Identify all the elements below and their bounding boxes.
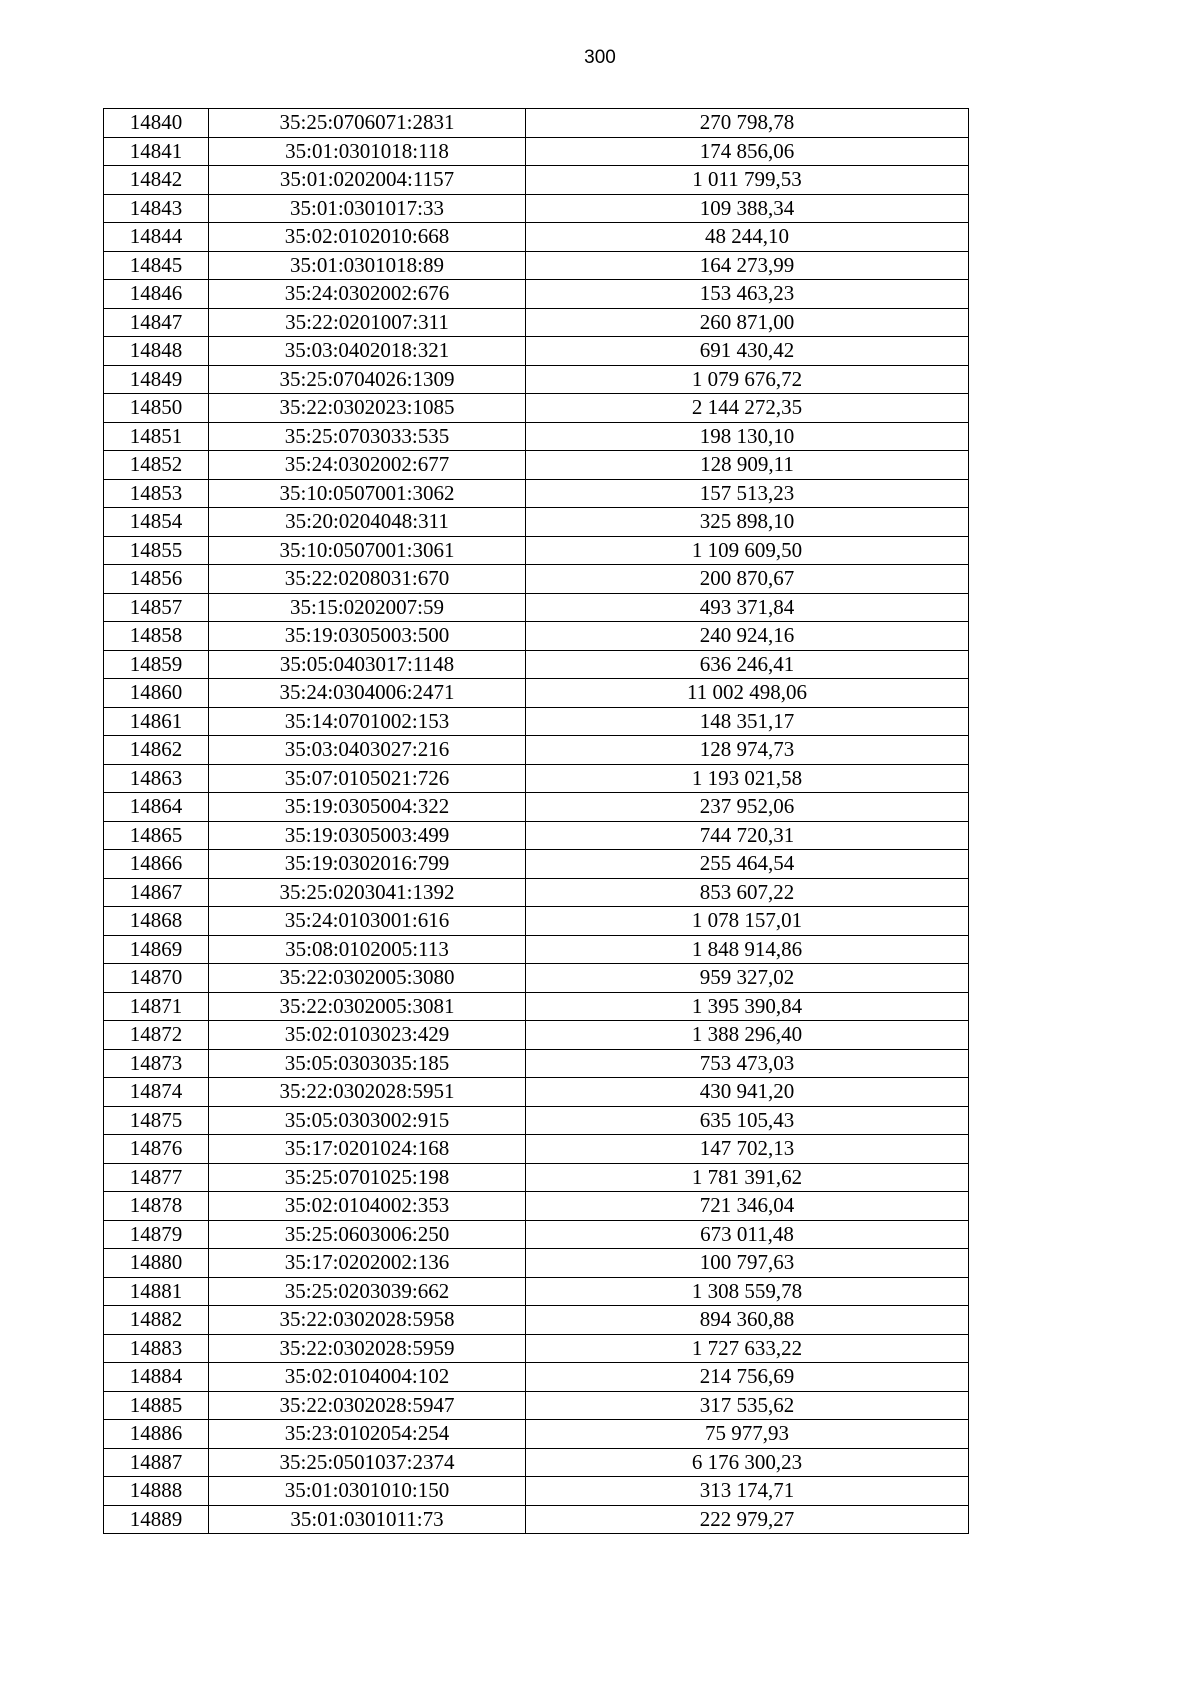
row-number-cell: 14866 [104, 850, 209, 879]
cadastral-value-cell: 147 702,13 [526, 1135, 969, 1164]
table-row [104, 764, 969, 793]
table-row [104, 821, 969, 850]
cadastral-value-cell: 2 144 272,35 [526, 394, 969, 423]
cadastral-number-cell: 35:22:0302028:5958 [209, 1306, 526, 1335]
row-number-cell: 14869 [104, 935, 209, 964]
cadastral-number-cell: 35:25:0501037:2374 [209, 1448, 526, 1477]
cadastral-value-cell: 1 079 676,72 [526, 365, 969, 394]
table-row [104, 622, 969, 651]
row-number-cell: 14854 [104, 508, 209, 537]
cadastral-number-cell: 35:24:0304006:2471 [209, 679, 526, 708]
cadastral-value-cell: 75 977,93 [526, 1420, 969, 1449]
cadastral-number-cell: 35:19:0305003:499 [209, 821, 526, 850]
cadastral-number-cell: 35:01:0301018:89 [209, 251, 526, 280]
cadastral-value-cell: 744 720,31 [526, 821, 969, 850]
cadastral-number-cell: 35:05:0403017:1148 [209, 650, 526, 679]
cadastral-number-cell: 35:03:0403027:216 [209, 736, 526, 765]
table-row [104, 1106, 969, 1135]
cadastral-number-cell: 35:17:0201024:168 [209, 1135, 526, 1164]
cadastral-number-cell: 35:03:0402018:321 [209, 337, 526, 366]
cadastral-value-cell: 959 327,02 [526, 964, 969, 993]
cadastral-value-cell: 1 193 021,58 [526, 764, 969, 793]
table-row [104, 280, 969, 309]
cadastral-number-cell: 35:05:0303002:915 [209, 1106, 526, 1135]
cadastral-value-cell: 493 371,84 [526, 593, 969, 622]
cadastral-number-cell: 35:19:0305004:322 [209, 793, 526, 822]
cadastral-number-cell: 35:25:0701025:198 [209, 1163, 526, 1192]
table-row [104, 536, 969, 565]
cadastral-value-cell: 6 176 300,23 [526, 1448, 969, 1477]
row-number-cell: 14862 [104, 736, 209, 765]
row-number-cell: 14846 [104, 280, 209, 309]
row-number-cell: 14881 [104, 1277, 209, 1306]
row-number-cell: 14873 [104, 1049, 209, 1078]
cadastral-number-cell: 35:17:0202002:136 [209, 1249, 526, 1278]
cadastral-number-cell: 35:20:0204048:311 [209, 508, 526, 537]
table-row [104, 1135, 969, 1164]
table-row [104, 736, 969, 765]
cadastral-number-cell: 35:15:0202007:59 [209, 593, 526, 622]
cadastral-value-cell: 853 607,22 [526, 878, 969, 907]
cadastral-value-cell: 673 011,48 [526, 1220, 969, 1249]
table-row [104, 593, 969, 622]
table-row [104, 1249, 969, 1278]
cadastral-value-cell: 325 898,10 [526, 508, 969, 537]
cadastral-number-cell: 35:10:0507001:3062 [209, 479, 526, 508]
cadastral-number-cell: 35:01:0202004:1157 [209, 166, 526, 195]
cadastral-value-cell: 691 430,42 [526, 337, 969, 366]
cadastral-number-cell: 35:14:0701002:153 [209, 707, 526, 736]
cadastral-value-cell: 157 513,23 [526, 479, 969, 508]
table-row [104, 166, 969, 195]
table-row [104, 365, 969, 394]
cadastral-number-cell: 35:02:0103023:429 [209, 1021, 526, 1050]
cadastral-number-cell: 35:10:0507001:3061 [209, 536, 526, 565]
row-number-cell: 14865 [104, 821, 209, 850]
row-number-cell: 14882 [104, 1306, 209, 1335]
row-number-cell: 14889 [104, 1505, 209, 1534]
row-number-cell: 14840 [104, 109, 209, 138]
cadastral-value-cell: 313 174,71 [526, 1477, 969, 1506]
table-row [104, 194, 969, 223]
cadastral-value-cell: 255 464,54 [526, 850, 969, 879]
cadastral-number-cell: 35:02:0102010:668 [209, 223, 526, 252]
page-number: 300 [584, 47, 616, 68]
cadastral-value-cell: 237 952,06 [526, 793, 969, 822]
cadastral-value-cell: 636 246,41 [526, 650, 969, 679]
row-number-cell: 14849 [104, 365, 209, 394]
cadastral-value-cell: 128 974,73 [526, 736, 969, 765]
cadastral-value-cell: 11 002 498,06 [526, 679, 969, 708]
table-row [104, 1391, 969, 1420]
row-number-cell: 14860 [104, 679, 209, 708]
row-number-cell: 14853 [104, 479, 209, 508]
row-number-cell: 14888 [104, 1477, 209, 1506]
cadastral-value-cell: 109 388,34 [526, 194, 969, 223]
cadastral-value-cell: 721 346,04 [526, 1192, 969, 1221]
row-number-cell: 14877 [104, 1163, 209, 1192]
cadastral-value-cell: 198 130,10 [526, 422, 969, 451]
table-row [104, 1306, 969, 1335]
cadastral-value-cell: 1 395 390,84 [526, 992, 969, 1021]
table-row [104, 793, 969, 822]
row-number-cell: 14858 [104, 622, 209, 651]
table-row [104, 422, 969, 451]
table-row [104, 251, 969, 280]
cadastral-number-cell: 35:08:0102005:113 [209, 935, 526, 964]
cadastral-value-cell: 1 078 157,01 [526, 907, 969, 936]
cadastral-value-cell: 214 756,69 [526, 1363, 969, 1392]
row-number-cell: 14874 [104, 1078, 209, 1107]
cadastral-number-cell: 35:07:0105021:726 [209, 764, 526, 793]
cadastral-value-cell: 1 727 633,22 [526, 1334, 969, 1363]
row-number-cell: 14886 [104, 1420, 209, 1449]
table-row [104, 1021, 969, 1050]
cadastral-value-cell: 148 351,17 [526, 707, 969, 736]
cadastral-value-cell: 270 798,78 [526, 109, 969, 138]
table-row [104, 109, 969, 138]
cadastral-value-cell: 753 473,03 [526, 1049, 969, 1078]
table-body [104, 109, 969, 1534]
table-row [104, 935, 969, 964]
cadastral-value-table [103, 108, 969, 1534]
cadastral-value-cell: 153 463,23 [526, 280, 969, 309]
row-number-cell: 14868 [104, 907, 209, 936]
cadastral-number-cell: 35:01:0301018:118 [209, 137, 526, 166]
cadastral-number-cell: 35:01:0301011:73 [209, 1505, 526, 1534]
table-row [104, 707, 969, 736]
cadastral-number-cell: 35:23:0102054:254 [209, 1420, 526, 1449]
table-row [104, 964, 969, 993]
cadastral-value-cell: 894 360,88 [526, 1306, 969, 1335]
row-number-cell: 14844 [104, 223, 209, 252]
table-row [104, 1505, 969, 1534]
row-number-cell: 14887 [104, 1448, 209, 1477]
cadastral-number-cell: 35:24:0302002:677 [209, 451, 526, 480]
cadastral-value-cell: 260 871,00 [526, 308, 969, 337]
row-number-cell: 14850 [104, 394, 209, 423]
table-row [104, 679, 969, 708]
cadastral-number-cell: 35:02:0104004:102 [209, 1363, 526, 1392]
cadastral-value-cell: 317 535,62 [526, 1391, 969, 1420]
cadastral-number-cell: 35:25:0706071:2831 [209, 109, 526, 138]
row-number-cell: 14864 [104, 793, 209, 822]
row-number-cell: 14880 [104, 1249, 209, 1278]
table-row [104, 223, 969, 252]
table-row [104, 1477, 969, 1506]
cadastral-number-cell: 35:05:0303035:185 [209, 1049, 526, 1078]
row-number-cell: 14841 [104, 137, 209, 166]
row-number-cell: 14845 [104, 251, 209, 280]
table-row [104, 1277, 969, 1306]
row-number-cell: 14856 [104, 565, 209, 594]
table-row [104, 650, 969, 679]
row-number-cell: 14878 [104, 1192, 209, 1221]
cadastral-number-cell: 35:19:0305003:500 [209, 622, 526, 651]
table-row [104, 508, 969, 537]
table-row [104, 907, 969, 936]
row-number-cell: 14883 [104, 1334, 209, 1363]
cadastral-value-cell: 430 941,20 [526, 1078, 969, 1107]
cadastral-number-cell: 35:24:0103001:616 [209, 907, 526, 936]
cadastral-number-cell: 35:22:0302028:5947 [209, 1391, 526, 1420]
table-row [104, 137, 969, 166]
row-number-cell: 14875 [104, 1106, 209, 1135]
cadastral-number-cell: 35:22:0302005:3081 [209, 992, 526, 1021]
row-number-cell: 14861 [104, 707, 209, 736]
cadastral-number-cell: 35:22:0302005:3080 [209, 964, 526, 993]
table-row [104, 1049, 969, 1078]
cadastral-number-cell: 35:24:0302002:676 [209, 280, 526, 309]
row-number-cell: 14879 [104, 1220, 209, 1249]
cadastral-value-cell: 222 979,27 [526, 1505, 969, 1534]
row-number-cell: 14848 [104, 337, 209, 366]
cadastral-value-cell: 1 011 799,53 [526, 166, 969, 195]
cadastral-value-cell: 48 244,10 [526, 223, 969, 252]
row-number-cell: 14852 [104, 451, 209, 480]
cadastral-value-cell: 1 109 609,50 [526, 536, 969, 565]
row-number-cell: 14851 [104, 422, 209, 451]
row-number-cell: 14885 [104, 1391, 209, 1420]
table-row [104, 565, 969, 594]
table-row [104, 308, 969, 337]
row-number-cell: 14859 [104, 650, 209, 679]
row-number-cell: 14870 [104, 964, 209, 993]
cadastral-number-cell: 35:25:0704026:1309 [209, 365, 526, 394]
cadastral-number-cell: 35:22:0302023:1085 [209, 394, 526, 423]
cadastral-value-cell: 1 848 914,86 [526, 935, 969, 964]
table-row [104, 1334, 969, 1363]
row-number-cell: 14867 [104, 878, 209, 907]
table-row [104, 1163, 969, 1192]
row-number-cell: 14842 [104, 166, 209, 195]
table-row [104, 1220, 969, 1249]
cadastral-value-cell: 174 856,06 [526, 137, 969, 166]
table-row [104, 878, 969, 907]
cadastral-number-cell: 35:25:0203041:1392 [209, 878, 526, 907]
row-number-cell: 14871 [104, 992, 209, 1021]
table-row [104, 1420, 969, 1449]
cadastral-number-cell: 35:01:0301010:150 [209, 1477, 526, 1506]
row-number-cell: 14863 [104, 764, 209, 793]
cadastral-number-cell: 35:22:0302028:5951 [209, 1078, 526, 1107]
cadastral-value-cell: 240 924,16 [526, 622, 969, 651]
cadastral-number-cell: 35:22:0302028:5959 [209, 1334, 526, 1363]
cadastral-number-cell: 35:19:0302016:799 [209, 850, 526, 879]
row-number-cell: 14847 [104, 308, 209, 337]
cadastral-number-cell: 35:22:0201007:311 [209, 308, 526, 337]
cadastral-value-cell: 1 388 296,40 [526, 1021, 969, 1050]
row-number-cell: 14872 [104, 1021, 209, 1050]
table-row [104, 394, 969, 423]
table-row [104, 1192, 969, 1221]
table-row [104, 479, 969, 508]
cadastral-value-cell: 100 797,63 [526, 1249, 969, 1278]
cadastral-value-cell: 128 909,11 [526, 451, 969, 480]
table-row [104, 1448, 969, 1477]
cadastral-number-cell: 35:22:0208031:670 [209, 565, 526, 594]
cadastral-number-cell: 35:02:0104002:353 [209, 1192, 526, 1221]
cadastral-number-cell: 35:25:0603006:250 [209, 1220, 526, 1249]
row-number-cell: 14884 [104, 1363, 209, 1392]
row-number-cell: 14855 [104, 536, 209, 565]
row-number-cell: 14857 [104, 593, 209, 622]
cadastral-value-cell: 164 273,99 [526, 251, 969, 280]
cadastral-value-cell: 1 781 391,62 [526, 1163, 969, 1192]
table-row [104, 1078, 969, 1107]
cadastral-value-cell: 635 105,43 [526, 1106, 969, 1135]
table-row [104, 337, 969, 366]
table-row [104, 451, 969, 480]
cadastral-value-cell: 1 308 559,78 [526, 1277, 969, 1306]
cadastral-number-cell: 35:01:0301017:33 [209, 194, 526, 223]
table-row [104, 1363, 969, 1392]
table-row [104, 850, 969, 879]
cadastral-number-cell: 35:25:0703033:535 [209, 422, 526, 451]
row-number-cell: 14843 [104, 194, 209, 223]
cadastral-value-cell: 200 870,67 [526, 565, 969, 594]
cadastral-number-cell: 35:25:0203039:662 [209, 1277, 526, 1306]
row-number-cell: 14876 [104, 1135, 209, 1164]
table-row [104, 992, 969, 1021]
